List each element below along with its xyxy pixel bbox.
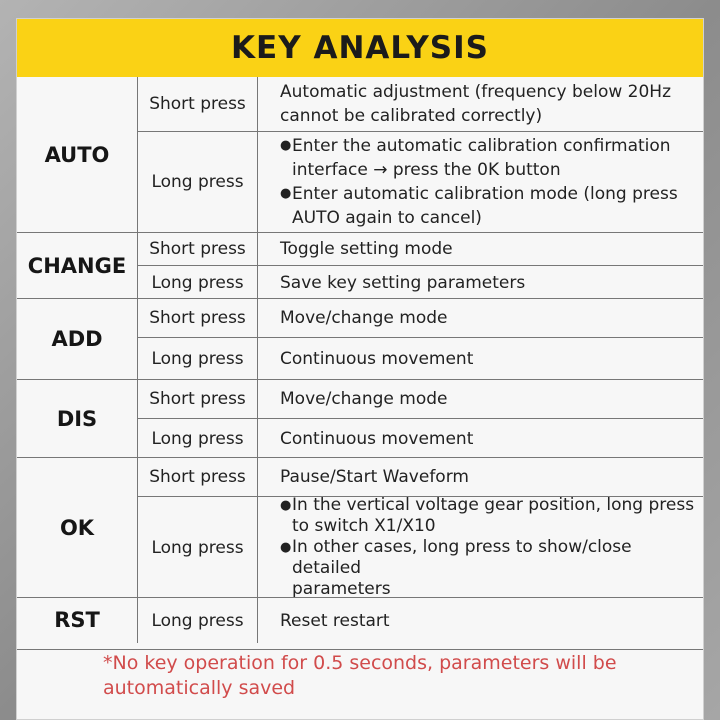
description-line: Continuous movement (280, 428, 474, 449)
press-type: Long press (138, 338, 258, 380)
key-name: AUTO (44, 142, 110, 167)
bullet-text (292, 134, 671, 182)
press-description (280, 458, 697, 496)
description-line: Toggle setting mode (280, 239, 453, 259)
description-line: to switch X1/X10 (292, 516, 436, 536)
description-line: Enter the automatic calibration confirmation (292, 136, 671, 156)
description-line: In other cases, long press to show/close detailed (292, 537, 632, 578)
description-line: In the vertical voltage gear position, long press (292, 495, 695, 515)
press-description (280, 380, 697, 418)
press-row (137, 496, 703, 598)
bullet-item (280, 182, 697, 230)
bullet-text (292, 182, 678, 230)
press-description (280, 132, 697, 232)
description-line: cannot be calibrated correctly) (280, 106, 543, 126)
press-row (137, 380, 703, 418)
press-description (280, 233, 697, 265)
press-type: Long press (138, 419, 258, 458)
key-row-add (17, 298, 703, 379)
press-type: Short press (138, 299, 258, 337)
press-row (137, 458, 703, 496)
press-type: Short press (138, 380, 258, 418)
description-line: parameters (292, 579, 391, 599)
key-name: RST (54, 608, 100, 632)
press-type: Short press (138, 77, 258, 131)
bullet-text (292, 495, 694, 537)
press-type: Long press (138, 598, 258, 643)
note-divider (17, 649, 703, 650)
press-row (137, 337, 703, 380)
bullet-dot-icon: ● (280, 498, 292, 513)
press-row (137, 299, 703, 337)
key-analysis-card (16, 18, 704, 720)
key-row-ok (17, 457, 703, 597)
key-row-change (17, 232, 703, 298)
press-description (280, 338, 697, 380)
press-type: Long press (138, 132, 258, 232)
press-row (137, 131, 703, 232)
bullet-text (292, 537, 697, 600)
description-line: Pause/Start Waveform (280, 467, 469, 487)
press-description (280, 497, 697, 598)
description-line: interface → press the 0K button (292, 160, 561, 180)
press-description (280, 299, 697, 337)
press-row (137, 77, 703, 131)
description-line: AUTO again to cancel) (292, 208, 482, 228)
bullet-item (280, 537, 697, 600)
bullet-item (280, 495, 697, 537)
press-row (137, 418, 703, 458)
press-row (137, 233, 703, 265)
press-row (137, 265, 703, 299)
description-line: Reset restart (280, 610, 390, 631)
press-description (280, 419, 697, 458)
description-line: Continuous movement (280, 349, 474, 369)
key-name: OK (59, 515, 95, 540)
key-name: ADD (51, 327, 103, 351)
bullet-item (280, 134, 697, 182)
title-bar (17, 19, 703, 77)
auto-save-note: *No key operation for 0.5 seconds, parameters will be automatically saved (103, 652, 617, 699)
bullet-dot-icon: ● (280, 138, 292, 153)
page-title: KEY ANALYSIS (231, 30, 489, 66)
press-type: Long press (138, 266, 258, 299)
key-name: DIS (56, 406, 98, 431)
bullet-dot-icon: ● (280, 186, 292, 201)
description-line: Automatic adjustment (frequency below 20Hz (280, 82, 671, 102)
press-description (280, 266, 697, 299)
description-line: Enter automatic calibration mode (long press (292, 184, 678, 204)
press-type: Short press (138, 458, 258, 496)
key-name: CHANGE (27, 253, 127, 278)
key-row-auto (17, 77, 703, 232)
press-description (280, 77, 697, 131)
press-type: Long press (138, 497, 258, 598)
key-row-rst (17, 597, 703, 642)
description-line: Move/change mode (280, 308, 448, 328)
press-type: Short press (138, 233, 258, 265)
press-row (137, 598, 703, 643)
description-line: Move/change mode (280, 389, 448, 409)
press-description (280, 598, 697, 643)
bullet-dot-icon: ● (280, 540, 292, 555)
description-line: Save key setting parameters (280, 272, 526, 293)
key-row-dis (17, 379, 703, 457)
